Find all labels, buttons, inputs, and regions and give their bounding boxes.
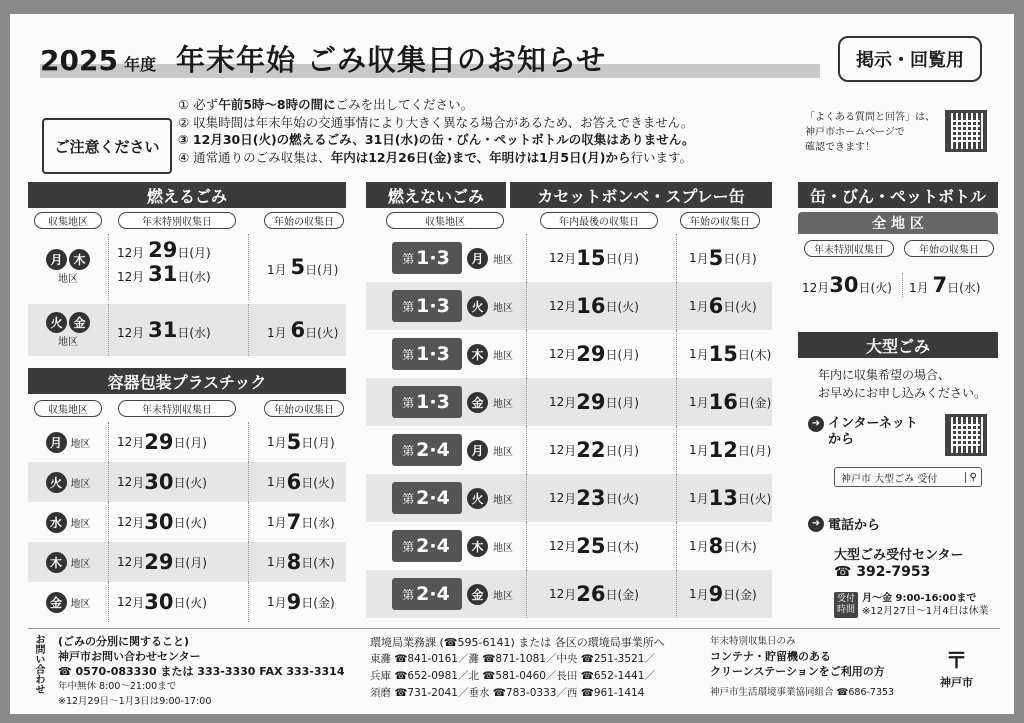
caution-label: ご注意ください — [42, 118, 172, 174]
large-center: 大型ごみ受付センター — [834, 548, 964, 563]
large-desc: 年内に収集希望の場合、 お早めにお申し込みください。 — [818, 368, 987, 400]
burnable-row-1: 月 木 地区 12月 29日(月) 12月 31日(水) 1月 5日(月) — [28, 234, 346, 300]
page-title — [40, 38, 606, 78]
internet-heading: ➜ インターネット から — [808, 416, 918, 448]
nonburn-row: 第 1·3 木 地区 12 月 29 日 (月) 1 月 15 日 (木) — [366, 330, 772, 378]
posting-badge: 掲示・回覧用 — [838, 36, 982, 82]
title-year: 2025 — [40, 44, 118, 77]
arrow-right-icon: ➜ — [808, 516, 824, 532]
nonburn-row: 第 1·3 金 地区 12 月 29 日 (月) 1 月 16 日 (金) — [366, 378, 772, 426]
nonburn-row: 第 2·4 木 地区 12 月 25 日 (木) 1 月 8 日 (木) — [366, 522, 772, 570]
bottles-header: 缶・びん・ペットボトル — [798, 182, 998, 208]
plastic-table — [28, 422, 346, 622]
kobe-emblem-icon: 〒 — [945, 649, 968, 674]
contact-center: (ごみの分別に関すること) 神戸市お問い合わせセンター ☎ 0570-083330 または 333-3330 FAX 333-3314 年中無休 8:00～21:00まで ※12月29日～1月3日は9:00-17:00 — [58, 635, 345, 707]
kobe-city-logo: 〒 神戸市 — [940, 649, 973, 689]
arrow-right-icon: ➜ — [808, 416, 824, 432]
nonburn-header: 燃えないごみ — [366, 182, 506, 208]
nonburn-row: 第 1·3 月 地区 12 月 15 日 (月) 1 月 5 日 (月) — [366, 234, 772, 282]
notice-3: ③ 12月30日(火)の燃えるごみ、31日(水)の缶・びん・ペットボトルの収集はありません。 — [178, 132, 695, 147]
nonburn-row: 第 2·4 金 地区 12 月 26 日 (金) 1 月 9 日 (金) — [366, 570, 772, 618]
all-districts-label: 全 地 区 — [798, 212, 998, 234]
plastic-row: 木 地区 12 月 29 日 (月) 1 月 8 日 (木) — [28, 542, 346, 582]
plastic-row: 月 地区 12 月 29 日 (月) 1 月 5 日 (月) — [28, 422, 346, 462]
burnable-labels — [28, 212, 346, 229]
clean-station-note: 年末特別収集日のみ コンテナ・貯留機のある クリーンステーションをご利用の方 神戸市生活環境事業協同組合 ☎686-7353 — [710, 636, 895, 698]
bottles-row: 12月30日(火) 1月 7日(水) — [802, 273, 981, 297]
notice-2: ② 収集時間は年末年始の交通事情により大きく異なる場合があるため、お答えできません。 — [178, 114, 694, 130]
spray-header: カセットボンベ・スプレー缶 — [510, 182, 772, 208]
search-box[interactable]: 神戸市 大型ごみ 受付 ⚲ — [834, 467, 982, 487]
notice-sheet — [10, 14, 1014, 714]
phone-heading: ➜ 電話から — [808, 514, 880, 533]
title-main: 年末年始 ごみ収集日のお知らせ — [175, 43, 607, 77]
plastic-header: 容器包装プラスチック — [28, 368, 346, 394]
nonburn-row: 第 1·3 火 地区 12 月 16 日 (火) 1 月 6 日 (火) — [366, 282, 772, 330]
label-newyear: 年始の収集日 — [264, 212, 344, 229]
large-tel[interactable]: ☎ 392-7953 — [834, 564, 931, 580]
nonburn-table — [366, 234, 772, 618]
hours: 受付 時間 月～金 9:00-16:00まで ※12月27日～1月4日は休業 — [834, 592, 989, 618]
faq-note: 「よくある質問と回答」は、 神戸市ホームページで 確認できます！ — [805, 112, 935, 153]
notice-1: ① 必ず午前5時～8時の間にごみを出してください。 — [178, 97, 474, 112]
nonburn-row: 第 2·4 火 地区 12 月 23 日 (火) 1 月 13 日 (火) — [366, 474, 772, 522]
burnable-row-2: 火 金 地区 12月 31日(水) 1月 6日(火) — [28, 304, 346, 356]
notice-list — [178, 96, 694, 166]
plastic-row: 水 地区 12 月 30 日 (火) 1 月 7 日 (水) — [28, 502, 346, 542]
search-icon[interactable]: ⚲ — [965, 472, 981, 483]
label-special: 年末特別収集日 — [118, 212, 236, 229]
contact-side-label: お問い合わせ — [33, 634, 44, 694]
plastic-row: 金 地区 12 月 30 日 (火) 1 月 9 日 (金) — [28, 582, 346, 622]
large-header: 大型ごみ — [798, 332, 998, 358]
burnable-header: 燃えるごみ — [28, 182, 346, 208]
bottles-labels: 年末特別収集日 年始の収集日 — [798, 240, 998, 257]
label-area: 収集地区 — [34, 212, 102, 229]
plastic-row: 火 地区 12 月 30 日 (火) 1 月 6 日 (火) — [28, 462, 346, 502]
large-qr-code[interactable] — [945, 414, 987, 456]
env-offices: 環境局業務課 (☎595-6141) または 各区の環境局事業所へ 東灘 ☎841-0161／灘 ☎871-1081／中央 ☎251-3521／ 兵庫 ☎652-0981／北 ☎581-0460／長田 ☎652-1441／ 須磨 ☎731-2041／垂水 ☎783-0333／西 ☎961-1414 — [370, 636, 665, 699]
faq-qr-code[interactable] — [945, 110, 987, 152]
title-nendo: 年度 — [123, 55, 156, 74]
nonburn-labels: 収集地区 年内最後の収集日 年始の収集日 — [366, 212, 772, 229]
notice-4: ④ 通常通りのごみ収集は、年内は12月26日(金)まで、年明けは1月5日(月)から行います。 — [178, 149, 692, 165]
nonburn-row: 第 2·4 月 地区 12 月 22 日 (月) 1 月 12 日 (月) — [366, 426, 772, 474]
plastic-labels: 収集地区 年末特別収集日 年始の収集日 — [28, 400, 346, 417]
